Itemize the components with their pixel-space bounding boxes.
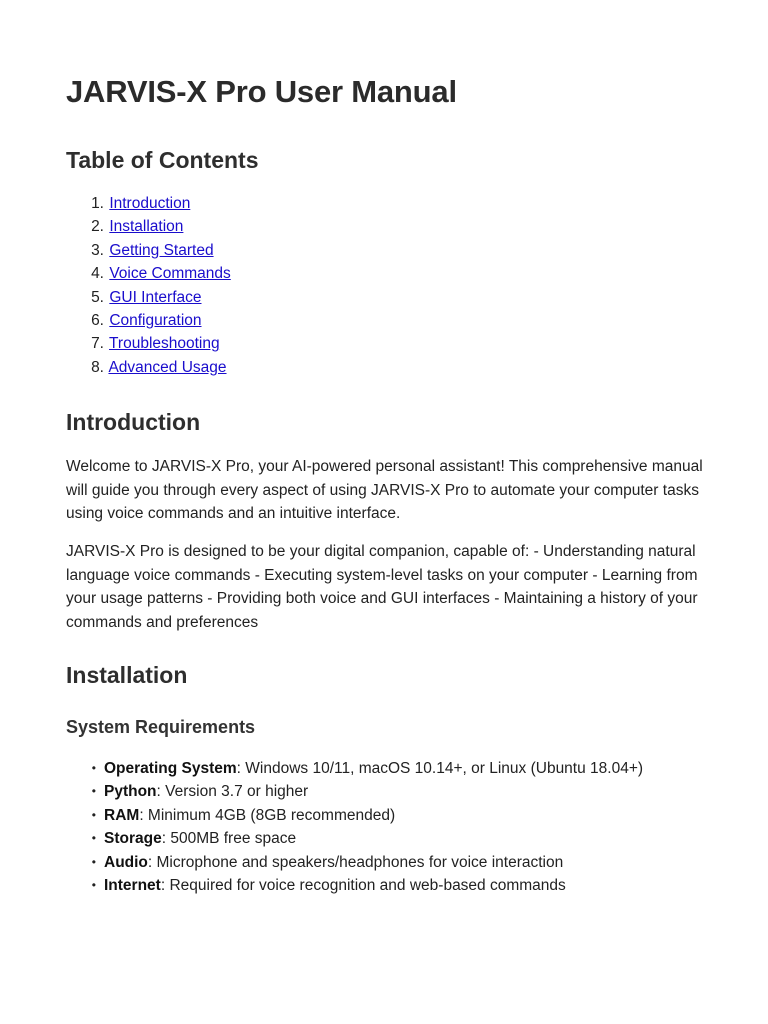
bullet-icon: • (91, 854, 96, 869)
requirement-text: : Windows 10/11, macOS 10.14+, or Linux (Ubuntu 18.04+) (236, 760, 644, 777)
toc-link-voice-commands[interactable]: Voice Commands (109, 265, 231, 283)
toc-item-number: 5. (91, 288, 104, 306)
toc-link-getting-started[interactable]: Getting Started (109, 241, 214, 259)
system-requirements-heading: System Requirements (66, 717, 256, 737)
table-of-contents (66, 192, 231, 379)
installation-heading: Installation (66, 662, 188, 688)
requirement-term: Audio (104, 853, 148, 871)
requirement-item (66, 851, 643, 874)
toc-item-number: 1. (91, 195, 104, 212)
toc-link-gui-interface[interactable]: GUI Interface (109, 288, 202, 306)
requirement-term: RAM (104, 806, 140, 824)
toc-item-number: 2. (91, 218, 104, 236)
toc-link-advanced-usage[interactable]: Advanced Usage (108, 358, 227, 376)
requirement-item (66, 827, 643, 850)
toc-item-number: 8. (91, 358, 104, 376)
toc-item-troubleshooting (66, 332, 231, 355)
requirement-item (66, 757, 643, 780)
toc-link-troubleshooting[interactable]: Troubleshooting (109, 335, 220, 353)
requirements-list (66, 757, 643, 897)
page-title: JARVIS-X Pro User Manual (66, 74, 457, 109)
toc-heading: Table of Contents (66, 147, 259, 173)
toc-item-number: 7. (91, 335, 104, 353)
requirement-text: : Microphone and speakers/headphones for voice interaction (147, 853, 564, 871)
toc-item-introduction (66, 192, 231, 215)
requirement-text: : Required for voice recognition and web-based commands (160, 876, 566, 894)
requirement-text: : Version 3.7 or higher (156, 783, 309, 801)
bullet-icon: • (91, 807, 96, 822)
toc-item-getting-started (66, 239, 231, 262)
bullet-icon: • (91, 761, 96, 775)
requirement-text: : Minimum 4GB (8GB recommended) (139, 806, 396, 824)
toc-item-number: 3. (91, 241, 104, 259)
toc-item-number: 4. (91, 265, 104, 283)
bullet-icon: • (91, 784, 96, 799)
toc-item-advanced-usage (66, 356, 231, 379)
toc-item-configuration (66, 309, 231, 332)
toc-item-installation (66, 215, 231, 238)
requirement-item (66, 874, 643, 897)
requirement-term: Operating System (104, 760, 237, 777)
toc-item-number: 6. (91, 311, 104, 329)
toc-link-configuration[interactable]: Configuration (109, 311, 202, 329)
toc-item-gui-interface (66, 286, 231, 309)
requirement-item (66, 780, 643, 803)
requirement-item (66, 804, 643, 827)
bullet-icon: • (91, 877, 96, 892)
introduction-heading: Introduction (66, 409, 201, 435)
requirement-term: Storage (104, 830, 162, 848)
introduction-paragraph-1: Welcome to JARVIS-X Pro, your AI-powered personal assistant! This comprehensive manual will guide you through every aspect of using JARVIS-X Pro to automate your computer tasks using voice commands and an intuitive interface. (66, 458, 703, 522)
requirement-text: : 500MB free space (161, 830, 297, 848)
introduction-paragraph-2: JARVIS-X Pro is designed to be your digital companion, capable of: - Understanding natural language voice commands - Executing system-level tasks on your computer - Learning from your usage patterns - Providing both voice and GUI interfaces - Maintaining a history of your commands and preferences (66, 543, 698, 631)
requirement-term: Python (104, 783, 157, 801)
toc-item-voice-commands (66, 262, 231, 285)
toc-link-installation[interactable]: Installation (109, 218, 184, 236)
bullet-icon: • (91, 831, 96, 846)
toc-link-introduction[interactable]: Introduction (109, 195, 191, 212)
requirement-term: Internet (104, 876, 161, 894)
